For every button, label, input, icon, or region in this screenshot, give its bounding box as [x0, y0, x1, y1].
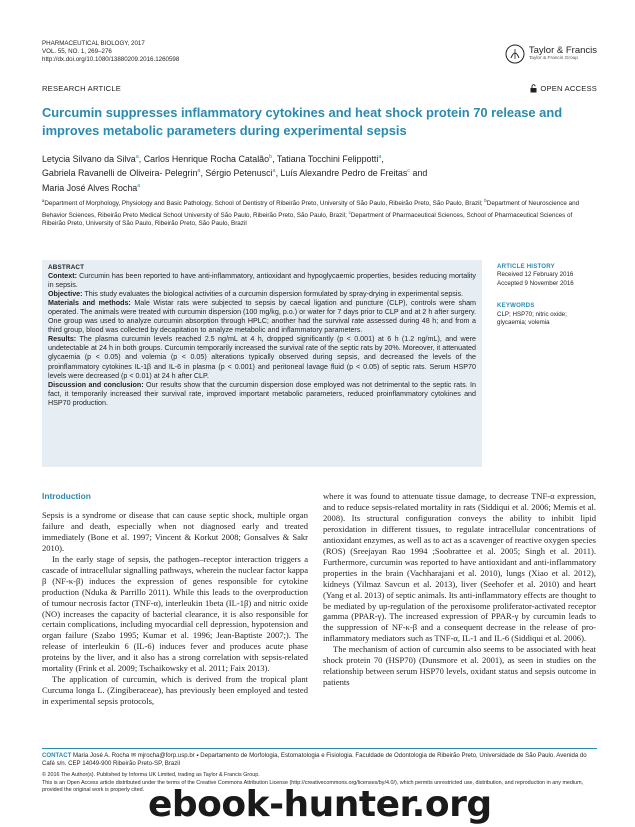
author: Sérgio Petenusci$^a$,	[205, 168, 281, 179]
watermark-overlay: ebook-hunter.org	[148, 784, 492, 825]
author: Luís Alexandre Pedro de Freitas$^c$ and	[280, 168, 428, 179]
abstract-heading: ABSTRACT	[48, 264, 85, 271]
abstract-box	[42, 260, 482, 467]
body-paragraph: where it was found to attenuate tissue damage, to decrease TNF-α expression, and to reduce sepsis-related mortality in rats (Siddiqui et al. 2006; Memis et al. 2008). Its structural configuration conveys the ability to inhibit lipid peroxidation in different tissues, to regulate intracellular concentrations of antioxidant enzymes, as well as to act as a scavenger of reactive oxygen species (ROS) (Sreejayan Rao 1994 ;Soobrattee et al. 2005; Singh et al. 2011). Furthermore, curcumin was reported to have antioxidant and anti-inflammatory properties in the brain (Vachharajani et al. 2010), lungs (Xiao et al. 2012), kidneys (Yilmaz Savcun et al. 2013), liver (Seehofer et al. 2010) and heart (Yang et al. 2013) of septic animals. Its anti-inflammatory effects are thought to be mediated by up-regulation of the peroxisome proliferator-activated receptor gamma (PPAR-γ). The increased expression of PPAR-γ by curcumin leads to the suppression of NF-κ-β and a consequent decrease in the release of pro-inflammatory mediators such as TNF-α, IL-1 and IL-6 (Siddiqui et al. 2006).	[323, 491, 596, 644]
journal-name: PHARMACEUTICAL BIOLOGY, 2017	[42, 40, 145, 47]
author: Letycia Silvano da Silva$^a$,	[42, 153, 144, 164]
footer-divider	[42, 748, 597, 749]
affiliation-c: Department of Pharmaceutical Sciences, School of Pharmaceutical Sciences of Ribeirão Preto, University of São Paulo, Ribeirão Preto, São Paulo, Brazil	[42, 211, 573, 228]
contact-label: CONTACT	[42, 752, 72, 759]
contact-details: Maria José A. Rocha ✉ mjrocha@forp.usp.br ▪ Departamento de Morfologia, Estomatologia e Fisiologia. Faculdade de Odontologia de Ribeirão Preto, Universidade de São Paulo. Avenida do Café s/n. CEP 14049-900 Ribeirão Preto-SP, Brazil	[42, 752, 587, 768]
license-notice: This is an Open Access article distributed under the terms of the Creative Commons Attribution License (http://creativecommons.org/licenses/by/4.0/), which permits unrestricted use, distribution, and reproduction in any medium, provided the original work is properly cited.	[42, 779, 584, 794]
author-list	[42, 151, 597, 194]
copyright-notice: © 2016 The Author(s). Published by Informa UK Limited, trading as Taylor & Francis Group.	[42, 772, 260, 779]
abstract-conclusion: Discussion and conclusion: Our results show that the curcumin dispersion dose employed was not detrimental to the septic rats. In fact, it temporarily increased their survival rate, improved important metabolic parameters, reduced proinflammatory cytokines and HSP70 production.	[48, 380, 476, 407]
abstract-objective: Objective: This study evaluates the biological activities of a curcumin dispersion formulated by spray-drying in experimental sepsis.	[48, 290, 464, 299]
accepted-date: Accepted 9 November 2016	[497, 279, 574, 287]
author: Gabriela Ravanelli de Oliveira- Pelegrin$^a$,	[42, 168, 206, 179]
article-history	[497, 263, 597, 288]
journal-volume: VOL. 55, NO. 1, 269–276	[42, 48, 112, 56]
section-heading-introduction: Introduction	[42, 491, 91, 501]
body-paragraph: Sepsis is a syndrome or disease that can cause septic shock, multiple organ failure and death, especially when not diagnosed early and treated immediately (Bone et al. 1997; Vincent & Korkut 2008; Gonsalves & Sakr 2010).	[42, 509, 308, 553]
journal-doi-link[interactable]: http://dx.doi.org/10.1080/13880209.2016.1260598	[42, 56, 180, 64]
body-column-right	[323, 491, 596, 688]
body-paragraph: The mechanism of action of curcumin also seems to be associated with heat shock protein 70 (HSP70) (Dunsmore et al. 2001), as seen in studies on the relationship between serum HSP70 levels, oxidant status and sepsis outcome in patients	[323, 644, 596, 688]
keywords-block	[497, 302, 597, 327]
article-title: Curcumin suppresses inflammatory cytokines and heat shock protein 70 release and improves metabolic parameters during experimental sepsis	[42, 105, 563, 138]
affiliations: $^a$Department of Morphology, Physiology and Basic Pathology, School of Dentistry of Ribeirão Preto, University of São Paulo, Ribeirão Preto, São Paulo, Brazil; $^b$Department of Neuroscience and Behavior Sciences, Ribeirão Preto Medical School University of São Paulo, Ribeirão Preto, São Paulo, Brazil; $^c$Department of Pharmaceutical Sciences, School of Pharmaceutical Sciences of Ribeirão Preto, University of São Paulo, Ribeirão Preto, São Paulo, Brazil	[42, 198, 580, 228]
open-lock-icon	[530, 84, 537, 93]
page-header	[42, 40, 597, 82]
author: Carlos Henrique Rocha Catalão$^b$,	[143, 153, 277, 164]
contact-info	[42, 752, 597, 768]
publisher-logo-icon	[505, 44, 525, 64]
body-paragraph: The application of curcumin, which is derived from the tropical plant Curcuma longa L. (Zingiberaceae), has previously been employed and tested in experimental sepsis protocols,	[42, 674, 308, 707]
abstract-methods: Materials and methods: Male Wistar rats were subjected to sepsis by caecal ligation and puncture (CLP), controls were sham operated. The animals were treated with curcumin dispersion (100 mg/kg, p.o.) or water for 7 days prior to CLP and at 2 h after surgery. One group was used to analyze curcumin absorption through HPLC; another had the survival rate assessed during 48 h; and from a third group, blood was collected by decapitation to analyze metabolic and inflammatory parameters.	[48, 299, 476, 335]
article-type: RESEARCH ARTICLE	[42, 84, 122, 93]
open-access-badge	[530, 84, 597, 93]
keywords-heading: KEYWORDS	[497, 302, 535, 310]
received-date: Received 12 February 2016	[497, 271, 574, 279]
abstract-context: Context: Curcumin has been reported to have anti-inflammatory, antioxidant and hypoglycaemic properties, besides reducing mortality in sepsis.	[48, 272, 476, 290]
publisher-logo	[505, 44, 597, 64]
article-type-row	[42, 84, 597, 96]
publisher-name: Taylor & Francis	[528, 45, 597, 56]
keywords-list: CLP; HSP70; nitric oxide; glycaemia; volemia	[497, 310, 567, 327]
author: Maria José Alves Rocha$^a$	[42, 182, 141, 193]
body-paragraph: In the early stage of sepsis, the pathogen–receptor interaction triggers a cascade of intracellular signalling pathways, wherein the nuclear factor kappa β (NF-κ-β) induces the expression of genes responsible for cytokine production (Nduka & Parrillo 2011). While this leads to the overproduction of tumour necrosis factor (TNF-α), interleukin 1beta (IL-1β) and nitric oxide (NO) increases the capacity of bacterial clearance, it is also responsible for certain complications, including myocardial cell depression, hypotension and organ failure (Szabo 1995; Kumar et al. 1996; Jean-Baptiste 2007;). The release of interleukin 6 (IL-6) induces fever and produces acute phase proteins by the liver, and it also has a strong correlation with sepsis-related mortality (Frink et al. 2009; Tschaikowsky et al. 2011; Faix 2013).	[42, 553, 308, 674]
abstract-results: Results: The plasma curcumin levels reached 2.5 ng/mL at 4 h, dropped significantly (p < 0.001) at 6 h (1.2 ng/mL), and were undetectable at 24 h in both groups. Curcumin temporarily increased the survival rate of the septic rats by 20%. Moreover, it attenuated glycaemia (p < 0.05) and volemia (p < 0.05) alterations typically observed during sepsis, and decreased the levels of the proinflammatory cytokines IL-1β and IL-6 in plasma (p < 0.001) and peritoneal lavage fluid (p < 0.05) of septic rats. Serum HSP70 levels were decreased (p < 0.01) at 24 h after CLP.	[48, 335, 476, 380]
publisher-group: Taylor & Francis Group	[528, 56, 578, 61]
affiliation-b: Department of Neuroscience and Behavior Sciences, Ribeirão Preto Medical School University of São Paulo, Ribeirão Preto, São Paulo, Brazil;	[42, 200, 580, 219]
body-column-left	[42, 491, 308, 707]
open-access-label: OPEN ACCESS	[540, 84, 597, 93]
history-heading: ARTICLE HISTORY	[497, 263, 555, 270]
author: Tatiana Tocchini Felippotti$^a$,	[276, 153, 384, 164]
affiliation-a: Department of Morphology, Physiology and Basic Pathology, School of Dentistry of Ribeirão Preto, University of São Paulo, Ribeirão Preto, São Paulo, Brazil;	[44, 200, 485, 208]
article-sidebar	[497, 263, 597, 341]
